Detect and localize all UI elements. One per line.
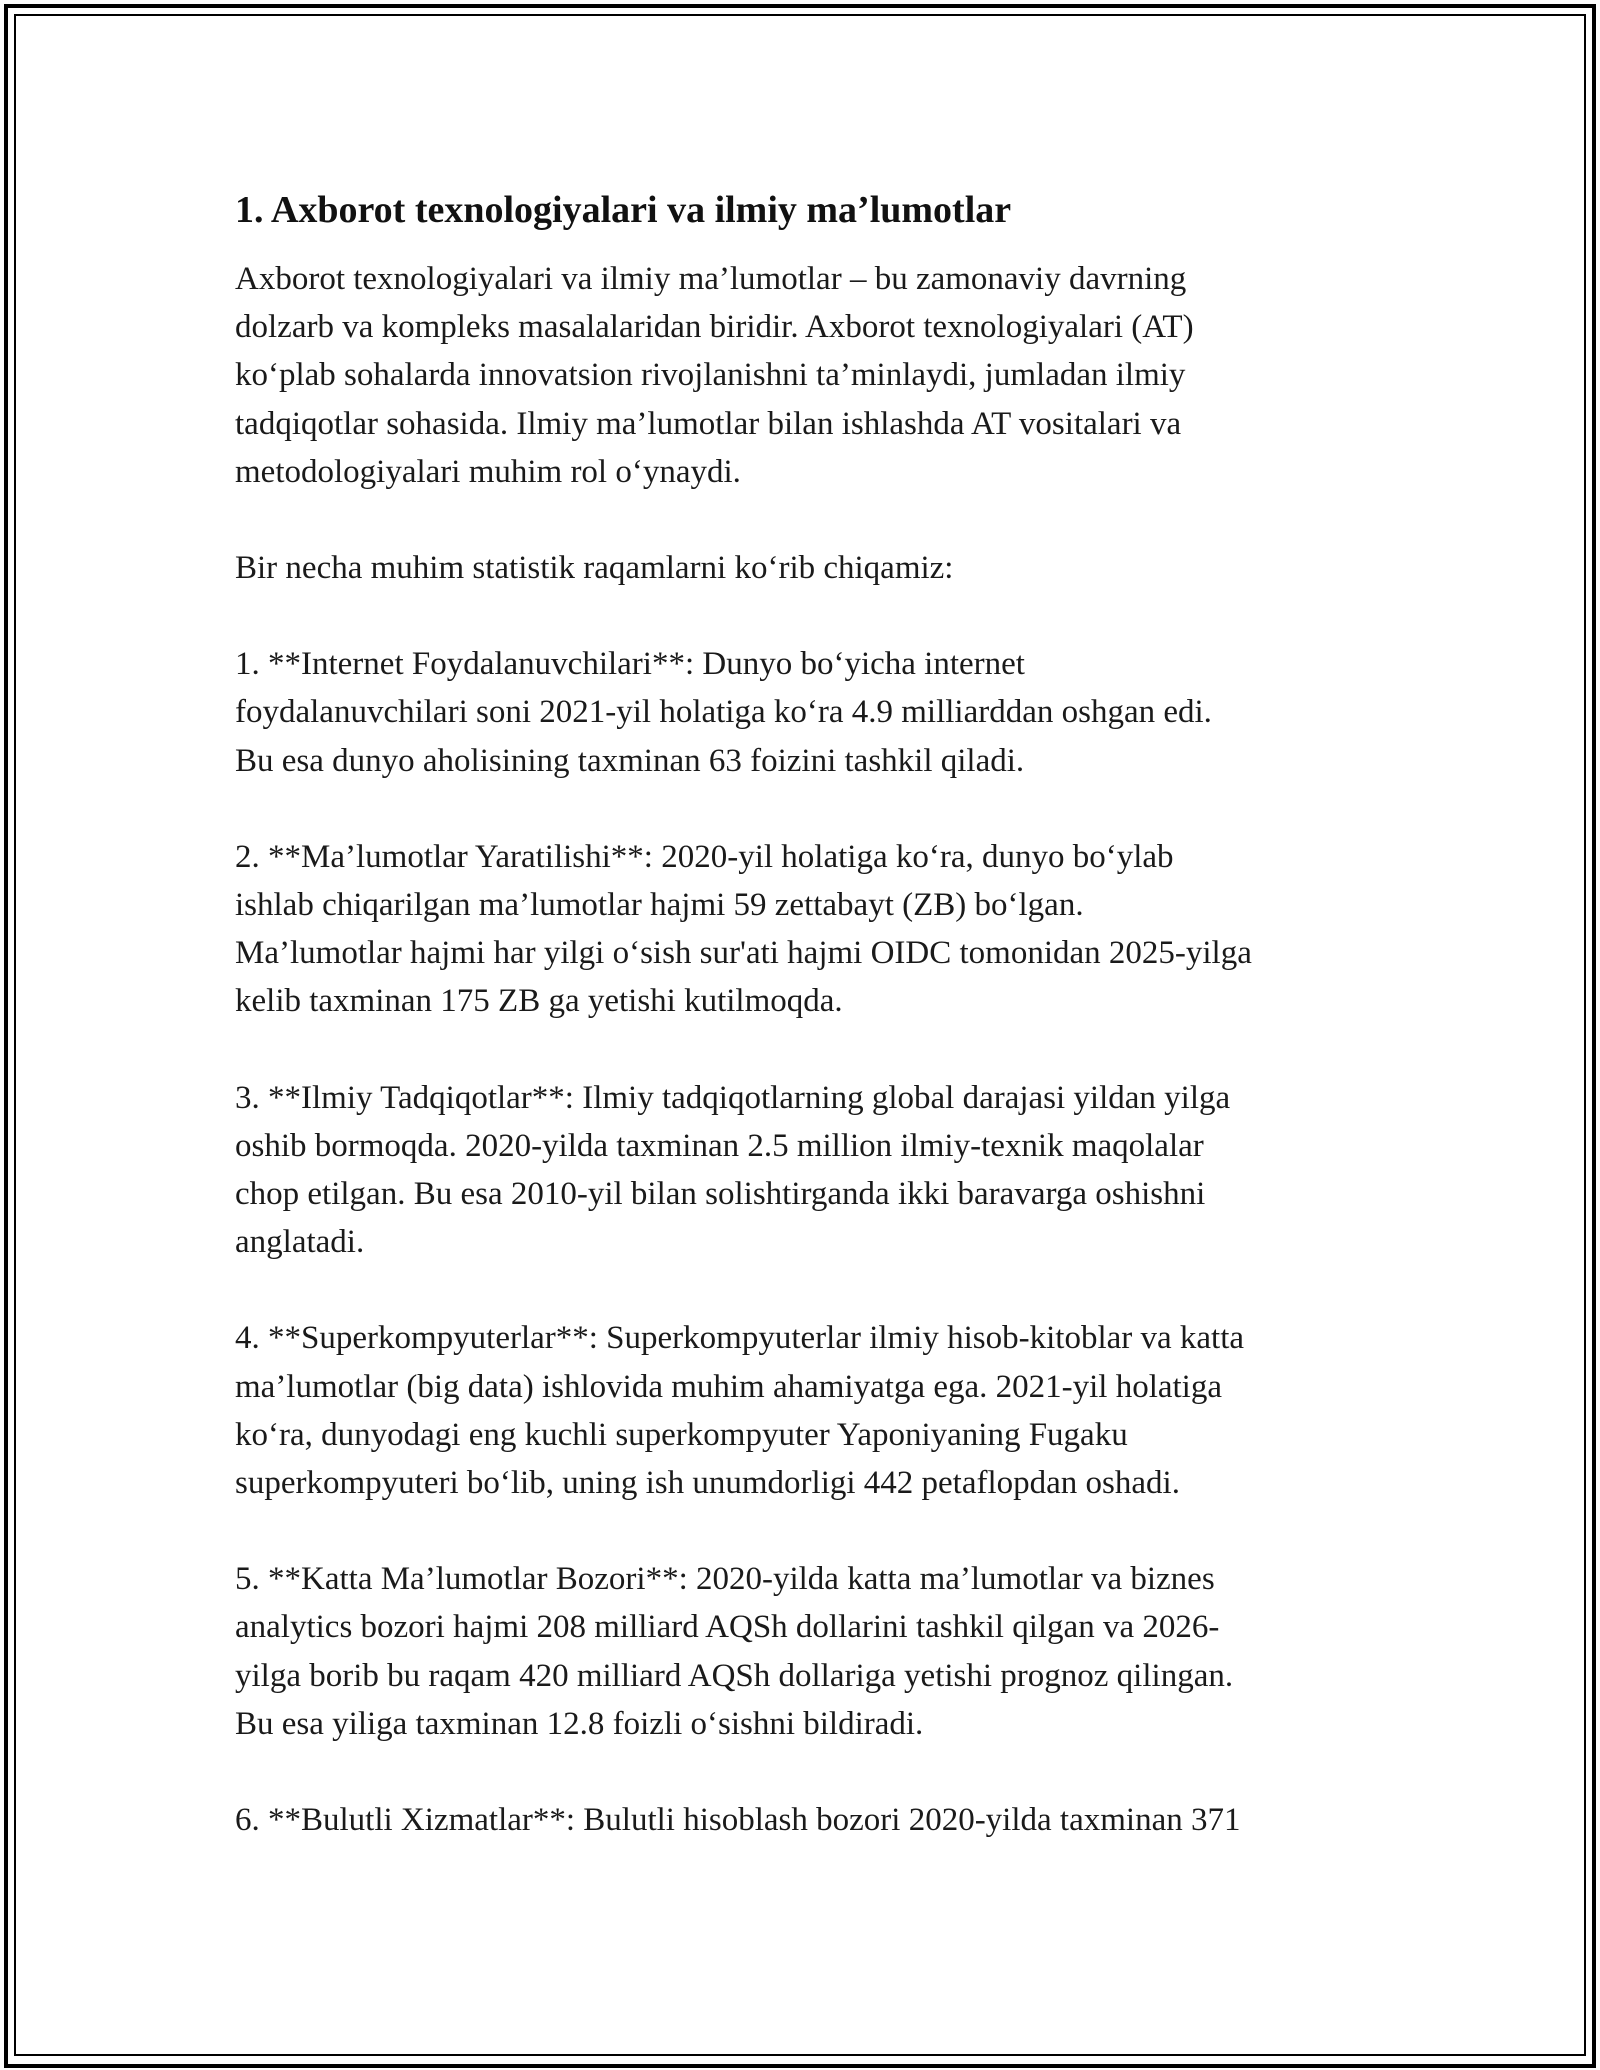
text-line: anglatadi. [235, 1224, 365, 1261]
text-line: analytics bozori hajmi 208 milliard AQSh dollarini tashkil qilgan va 2026- [235, 1609, 1220, 1646]
stat-item-big-data-market [235, 1555, 1375, 1748]
paragraph-gap [235, 1266, 1375, 1314]
text-line: 1. **Internet Foydalanuvchilari**: Dunyo bo‘yicha internet [235, 646, 1025, 683]
text-line: 5. **Katta Ma’lumotlar Bozori**: 2020-yilda katta ma’lumotlar va biznes [235, 1561, 1215, 1598]
text-line: foydalanuvchilari soni 2021-yil holatiga ko‘ra 4.9 milliarddan oshgan edi. [235, 694, 1212, 731]
document-body [235, 255, 1375, 1844]
paragraph-gap [235, 1748, 1375, 1796]
text-line: ma’lumotlar (big data) ishlovida muhim ahamiyatga ega. 2021-yil holatiga [235, 1368, 1222, 1405]
stat-item-data-creation [235, 833, 1375, 1026]
text-line: metodologiyalari muhim rol o‘ynaydi. [235, 453, 741, 490]
text-line: 2. **Ma’lumotlar Yaratilishi**: 2020-yil holatiga ko‘ra, dunyo bo‘ylab [235, 838, 1174, 875]
document-content [235, 186, 1375, 1844]
text-line: kelib taxminan 175 ZB ga yetishi kutilmoqda. [235, 983, 843, 1020]
section-heading: 1. Axborot texnologiyalari va ilmiy ma’lumotlar [235, 189, 1012, 231]
text-line: yilga borib bu raqam 420 milliard AQSh dollariga yetishi prognoz qilingan. [235, 1657, 1234, 1694]
text-line: ko‘ra, dunyodagi eng kuchli superkompyuter Yaponiyaning Fugaku [235, 1416, 1128, 1453]
text-line: superkompyuteri bo‘lib, uning ish unumdorligi 442 petaflopdan oshadi. [235, 1465, 1180, 1502]
paragraph-gap [235, 785, 1375, 833]
stat-item-internet-users [235, 640, 1375, 785]
intro-paragraph [235, 255, 1375, 496]
text-line: ko‘plab sohalarda innovatsion rivojlanishni ta’minlaydi, jumladan ilmiy [235, 357, 1186, 394]
text-line: Bu esa yiliga taxminan 12.8 foizli o‘sishni bildiradi. [235, 1705, 924, 1742]
text-line: Axborot texnologiyalari va ilmiy ma’lumotlar – bu zamonaviy davrning [235, 261, 1187, 297]
text-line: tadqiqotlar sohasida. Ilmiy ma’lumotlar bilan ishlashda AT vositalari va [235, 405, 1182, 442]
text-line: oshib bormoqda. 2020-yilda taxminan 2.5 million ilmiy-texnik maqolalar [235, 1127, 1204, 1164]
text-line: Ma’lumotlar hajmi har yilgi o‘sish sur'ati hajmi OIDC tomonidan 2025-yilga [235, 935, 1252, 972]
paragraph-gap [235, 496, 1375, 544]
text-line: dolzarb va kompleks masalalaridan biridir. Axborot texnologiyalari (AT) [235, 309, 1194, 346]
text-line: chop etilgan. Bu esa 2010-yil bilan solishtirganda ikki baravarga oshishni [235, 1176, 1206, 1213]
paragraph-gap [235, 592, 1375, 640]
text-line: Bu esa dunyo aholisining taxminan 63 foizini tashkil qiladi. [235, 742, 1025, 779]
stat-item-cloud-services [235, 1796, 1375, 1844]
stat-item-supercomputers [235, 1314, 1375, 1507]
text-line: 3. **Ilmiy Tadqiqotlar**: Ilmiy tadqiqotlarning global darajasi yildan yilga [235, 1079, 1231, 1116]
paragraph-gap [235, 1507, 1375, 1555]
text-line: 4. **Superkompyuterlar**: Superkompyuterlar ilmiy hisob-kitoblar va katta [235, 1320, 1245, 1357]
text-line: 6. **Bulutli Xizmatlar**: Bulutli hisoblash bozori 2020-yilda taxminan 371 [235, 1802, 1241, 1839]
stats-intro-paragraph [235, 544, 1375, 592]
paragraph-gap [235, 1026, 1375, 1074]
text-line: ishlab chiqarilgan ma’lumotlar hajmi 59 zettabayt (ZB) bo‘lgan. [235, 887, 1084, 924]
text-line: Bir necha muhim statistik raqamlarni ko‘rib chiqamiz: [235, 550, 954, 587]
stat-item-scientific-research [235, 1074, 1375, 1267]
